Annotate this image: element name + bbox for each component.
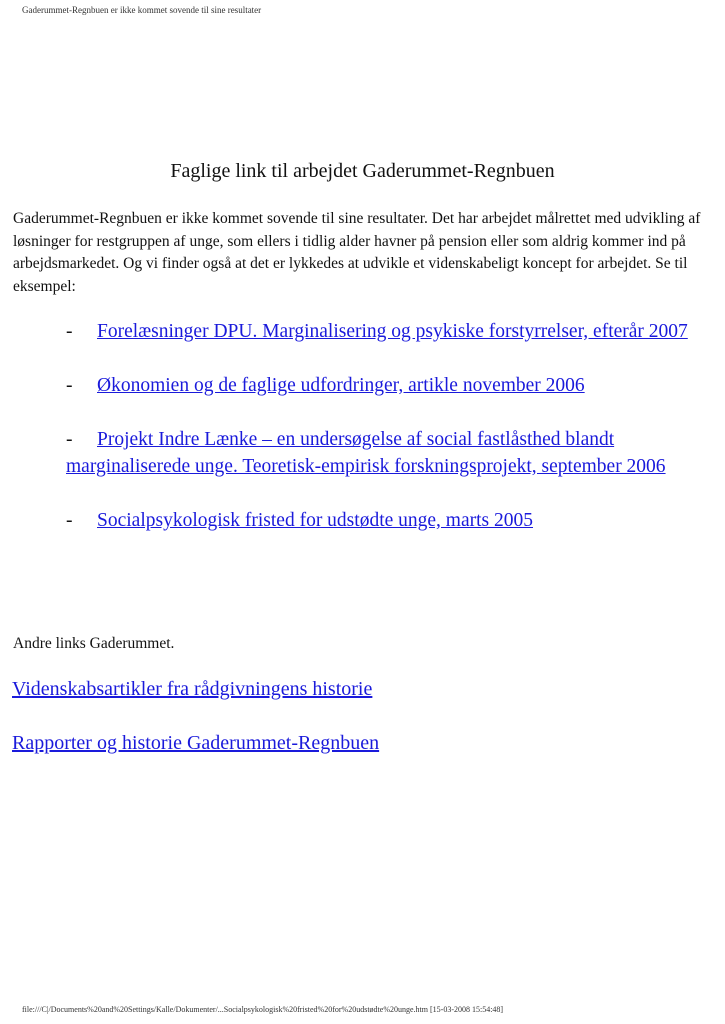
list-bullet: - [66,375,73,396]
list-item [66,318,711,345]
link-projekt-indre-laenke[interactable]: Projekt Indre Lænke – en undersøgelse af social fastlåsthed blandt marginaliserede unge. Teoretisk-empirisk forskningsprojekt, september 2006 [66,429,666,477]
list-item [66,426,711,480]
link-socialpsykologisk-fristed[interactable]: Socialpsykologisk fristed for udstødte unge, marts 2005 [97,510,533,531]
link-economy-article[interactable]: Økonomien og de faglige udfordringer, artikle november 2006 [97,375,585,396]
link-dpu-lectures[interactable]: Forelæsninger DPU. Marginalisering og psykiske forstyrrelser, efterår 2007 [97,321,688,342]
print-footer: file:///C|/Documents%20and%20Settings/Kalle/Dokumenter/...Socialpsykologisk%20fristed%20for%20udstødte%20unge.htm [15-03-2008 15:54:48] [22,1005,504,1014]
list-bullet: - [66,429,73,450]
intro-paragraph: Gaderummet-Regnbuen er ikke kommet sovende til sine resultater. Det har arbejdet målrettet med udvikling af løsninger for restgruppen af unge, som ellers i tidlig alder havner på pension eller som aldrig kommer ind på arbejdsmarkedet. Og vi finder også at det er lykkedes at udvikle et videnskabeligt koncept for arbejdet. Se til eksempel: [13,210,701,295]
print-header: Gaderummet-Regnbuen er ikke kommet sovende til sine resultater [22,5,262,15]
other-links-label: Andre links Gaderummet. [13,635,175,652]
list-item [66,372,711,399]
list-bullet: - [66,321,73,342]
list-bullet: - [66,510,73,531]
link-videnskabsartikler[interactable]: Videnskabsartikler fra rådgivningens historie [12,678,373,700]
list-item [66,507,711,534]
research-links-list [66,318,711,561]
link-rapporter-historie[interactable]: Rapporter og historie Gaderummet-Regnbuen [12,732,380,754]
page-title: Faglige link til arbejdet Gaderummet-Regnbuen [170,160,555,182]
